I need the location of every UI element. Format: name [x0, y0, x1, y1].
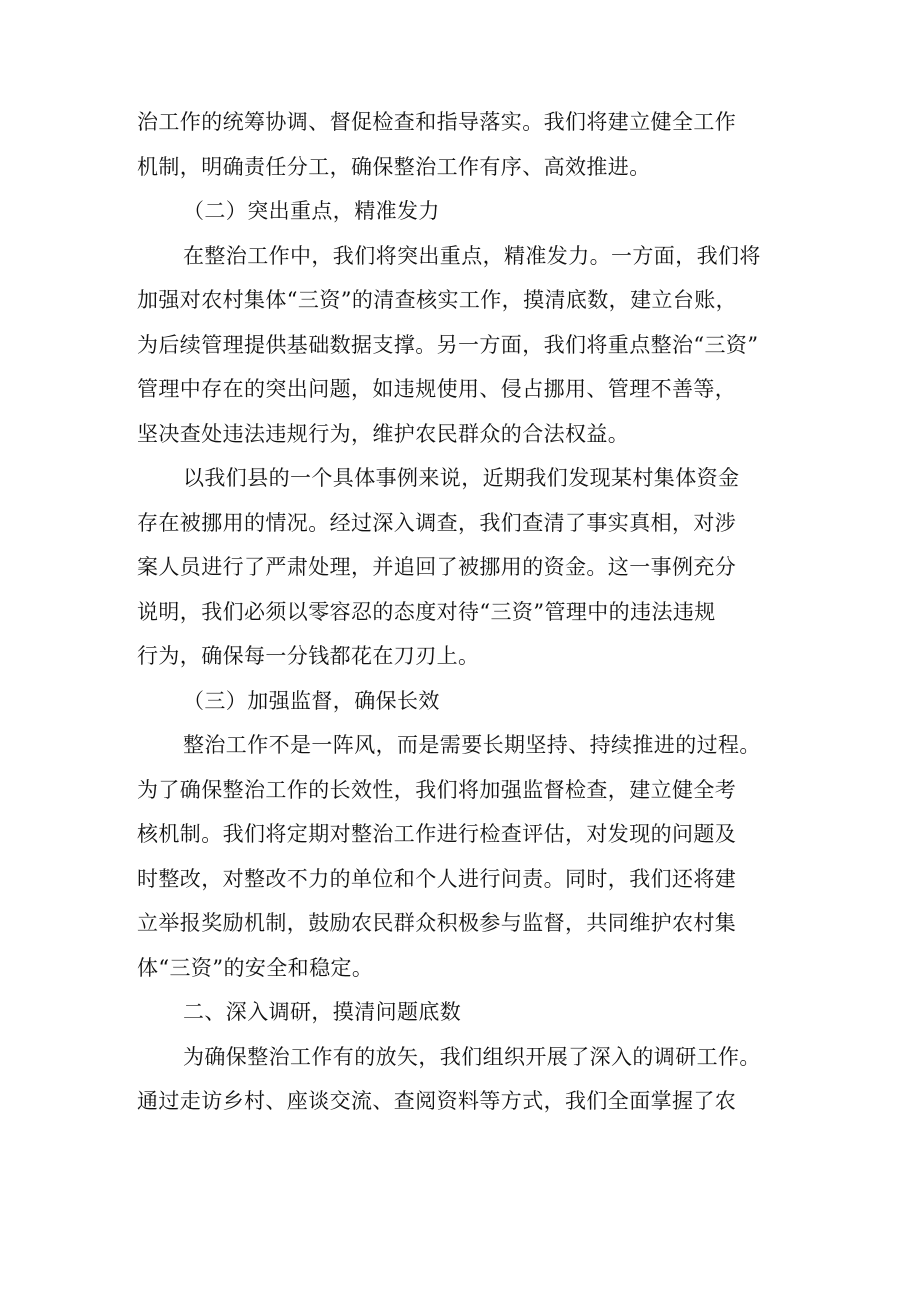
text-line: 在整治工作中，我们将突出重点，精准发力。一方面，我们将 [183, 243, 761, 268]
heading-text: （二）突出重点，精准发力 [183, 199, 440, 223]
paragraph [137, 723, 797, 990]
text-line: 核机制。我们将定期对整治工作进行检查评估，对发现的问题及 [137, 822, 737, 846]
text-line: 为确保整治工作有的放矢，我们组织开展了深入的调研工作。 [183, 1044, 761, 1069]
text-line: 案人员进行了严肃处理，并追回了被挪用的资金。这一事例充分 [137, 555, 737, 579]
paragraph [137, 234, 797, 457]
text-line: 管理中存在的突出问题，如违规使用、侵占挪用、管理不善等， [137, 377, 737, 401]
text-line: 时整改，对整改不力的单位和个人进行问责。同时，我们还将建 [137, 866, 737, 891]
text-line: 通过走访乡村、座谈交流、查阅资料等方式，我们全面掌握了农 [137, 1089, 737, 1113]
heading-text: 二、深入调研，摸清问题底数 [183, 1000, 462, 1024]
paragraph [137, 456, 797, 679]
text-line: 存在被挪用的情况。经过深入调查，我们查清了事实真相，对涉 [137, 510, 737, 535]
text-line: 以我们县的一个具体事例来说，近期我们发现某村集体资金 [183, 466, 740, 490]
text-line: 为了确保整治工作的长效性，我们将加强监督检查，建立健全考 [137, 777, 737, 802]
text-line: 加强对农村集体“三资”的清查核实工作，摸清底数，建立台账， [137, 288, 738, 312]
text-line: 坚决查处违法违规行为，维护农民群众的合法权益。 [137, 421, 630, 446]
text-line: 行为，确保每一分钱都花在刀刃上。 [137, 644, 480, 668]
text-line: 为后续管理提供基础数据支撑。另一方面，我们将重点整治“三资” [137, 332, 759, 357]
text-line: 治工作的统筹协调、督促检查和指导落实。我们将建立健全工作 [137, 110, 737, 134]
text-line: 整治工作不是一阵风，而是需要长期坚持、持续推进的过程。 [183, 733, 761, 757]
paragraph [137, 1035, 797, 1124]
text-line: 说明，我们必须以零容忍的态度对待“三资”管理中的违法违规 [137, 599, 716, 624]
document-body [137, 100, 797, 1124]
paragraph [137, 100, 797, 189]
section-heading [137, 189, 797, 234]
section-heading [137, 990, 797, 1035]
heading-text: （三）加强监督，确保长效 [183, 688, 440, 713]
text-line: 机制，明确责任分工，确保整治工作有序、高效推进。 [137, 154, 651, 179]
section-heading [137, 679, 797, 724]
text-line: 立举报奖励机制，鼓励农民群众积极参与监督，共同维护农村集 [137, 911, 737, 935]
text-line: 体“三资”的安全和稳定。 [137, 955, 374, 980]
